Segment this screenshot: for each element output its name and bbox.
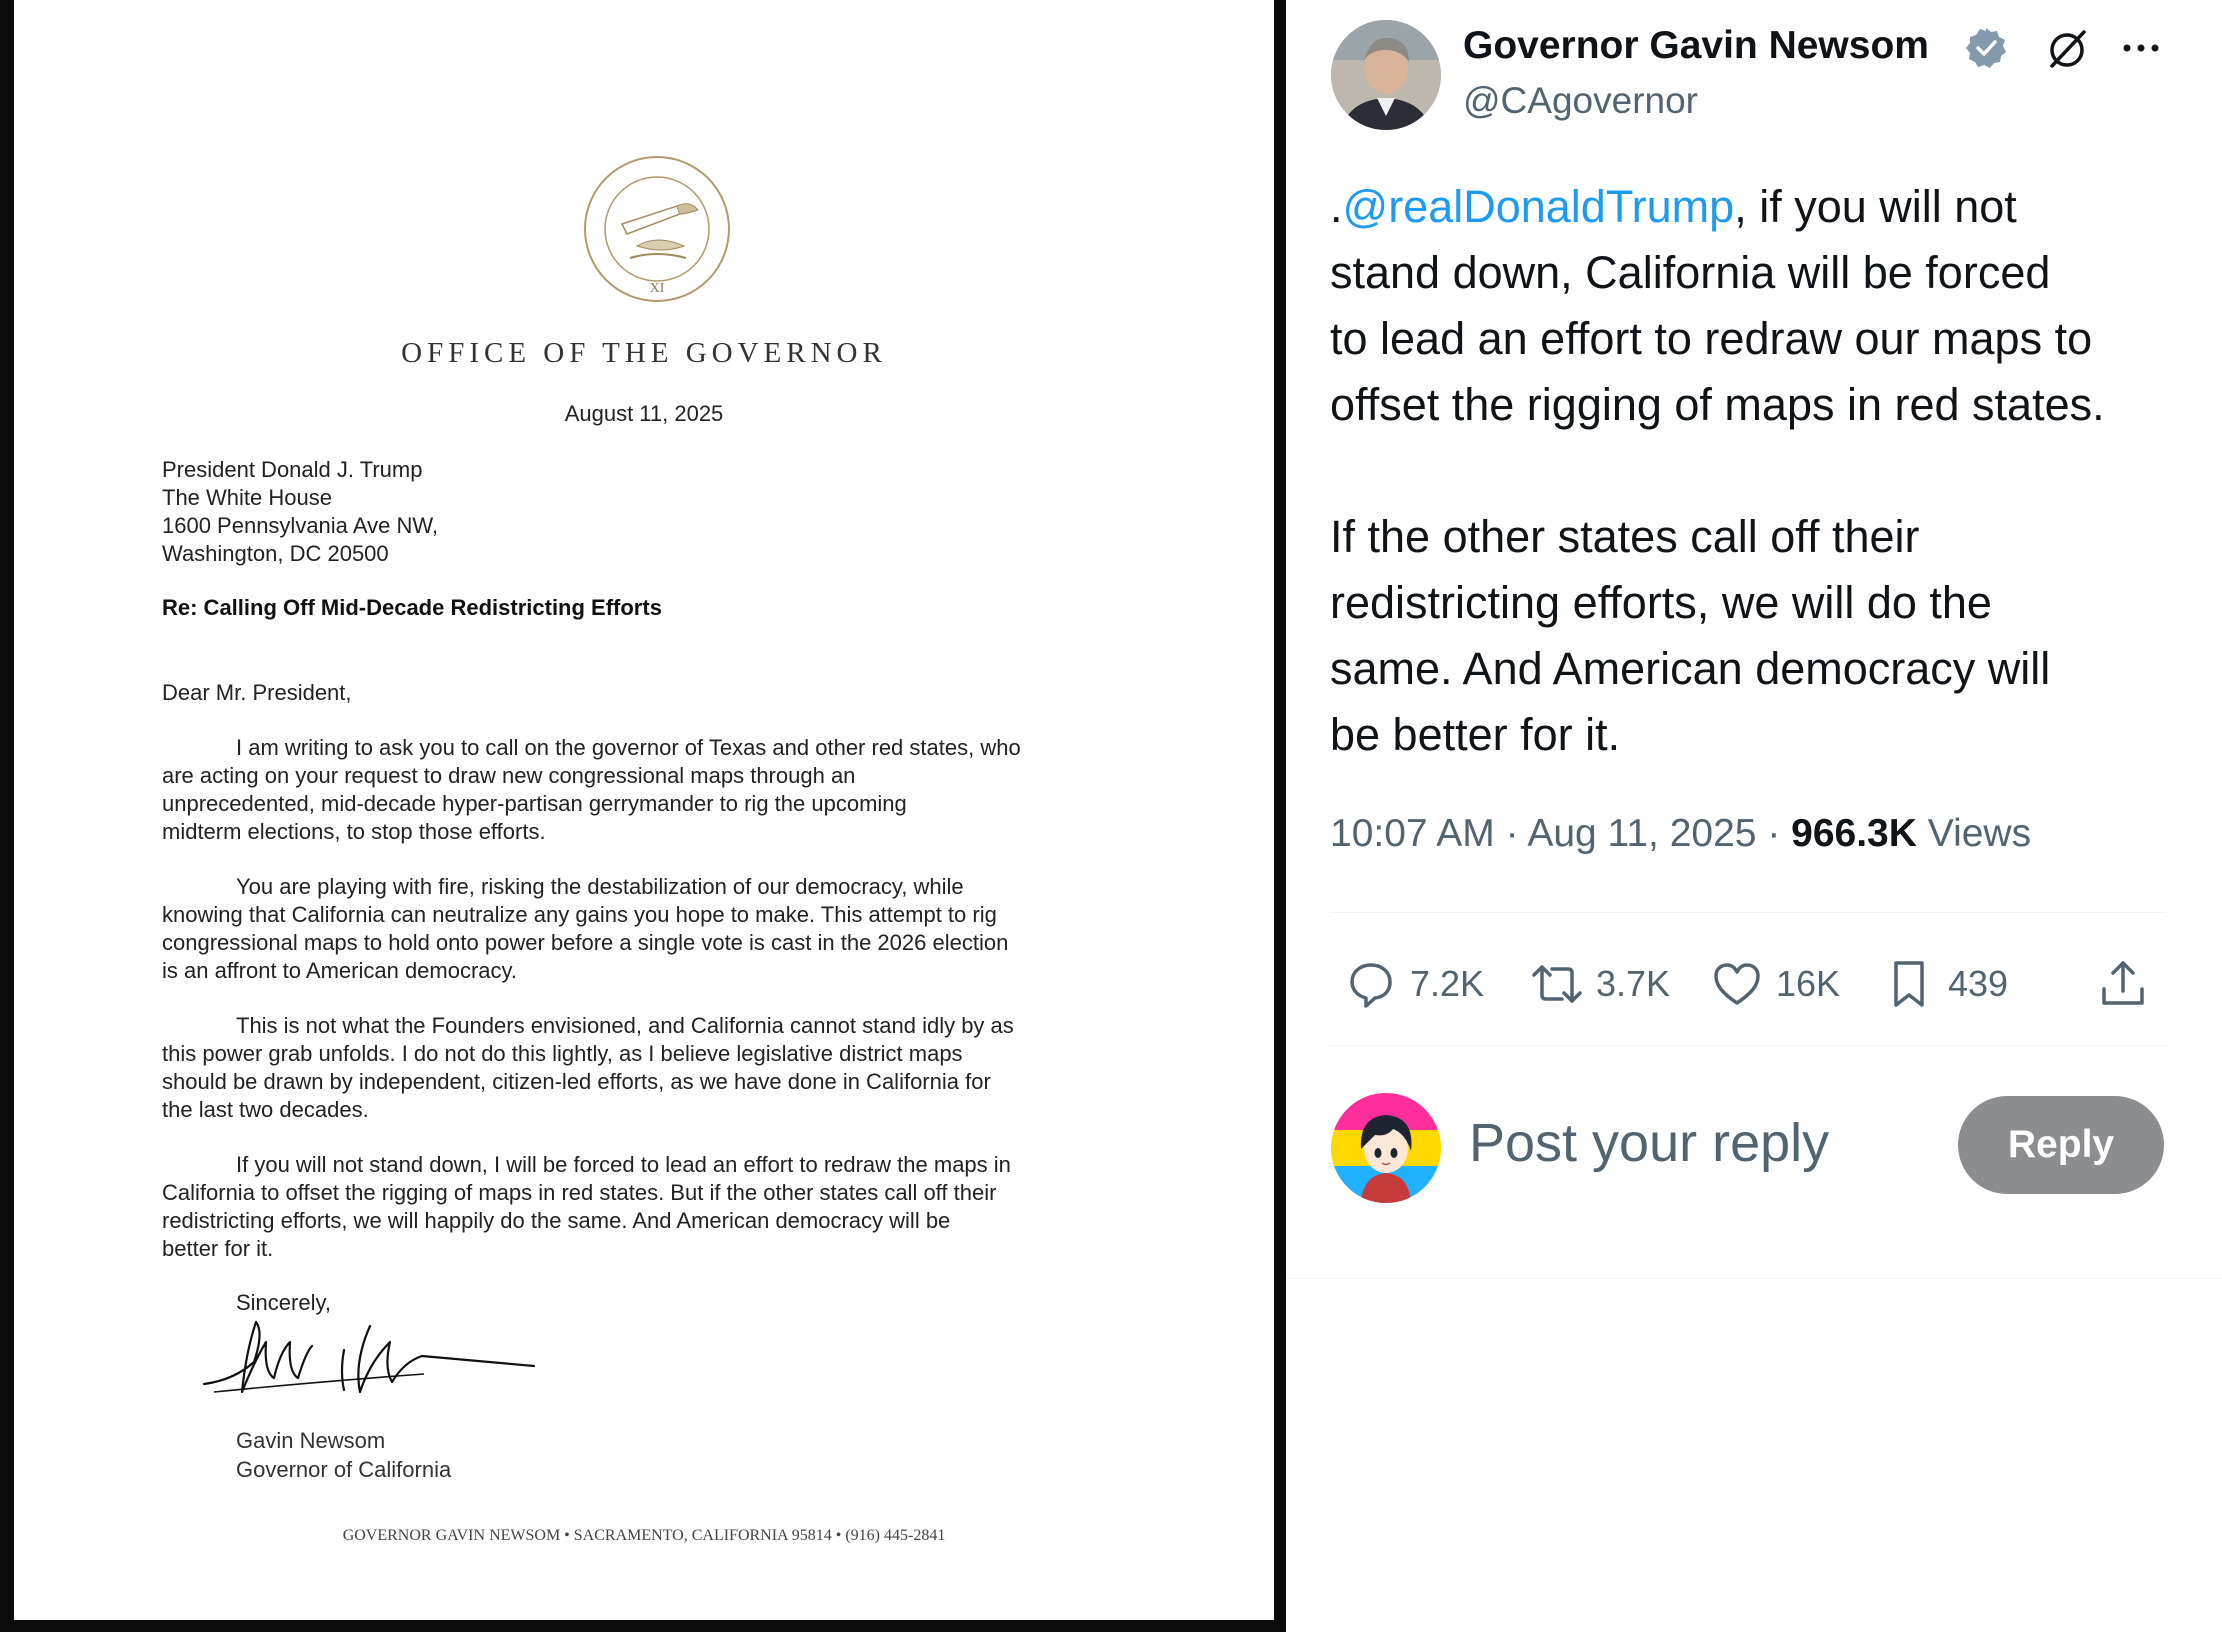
tweet-date[interactable]: Aug 11, 2025 <box>1527 812 1757 855</box>
like-count: 16K <box>1776 963 1841 1004</box>
tweet-panel <box>1286 0 2222 1632</box>
letter-paragraph <box>162 734 1021 846</box>
paragraph-line: congressional maps to hold onto power before a single vote is cast in the 2026 election <box>162 930 1009 955</box>
paragraph-line: better for it. <box>162 1236 274 1261</box>
repost-action[interactable] <box>1530 954 1670 1014</box>
paragraph-line: the last two decades. <box>162 1097 369 1122</box>
grok-icon[interactable] <box>2044 26 2090 72</box>
svg-text:XI: XI <box>649 281 665 296</box>
repost-count: 3.7K <box>1596 963 1671 1004</box>
letter-footer: GOVERNOR GAVIN NEWSOM • SACRAMENTO, CALIFORNIA 95814 • (916) 445-2841 <box>342 1527 946 1544</box>
author-photo-icon <box>1331 20 1441 130</box>
author-name[interactable]: Governor Gavin Newsom <box>1463 24 1929 67</box>
paragraph-line: should be drawn by independent, citizen-led efforts, as we have done in California for <box>162 1069 991 1094</box>
text-prefix: . <box>1330 181 1343 232</box>
paragraph-line: If you will not stand down, I will be forced to lead an effort to redraw the maps in <box>236 1152 1011 1177</box>
paragraph-line: California to offset the rigging of maps in red states. But if the other states call off their <box>162 1180 997 1205</box>
paragraph-line: midterm elections, to stop those efforts. <box>162 819 546 844</box>
tweet-time[interactable]: 10:07 AM <box>1330 812 1495 855</box>
letter-paragraph <box>162 1151 1011 1263</box>
signer-name: Gavin Newsom <box>236 1428 386 1453</box>
tweet-text <box>1330 174 2105 768</box>
office-title: OFFICE OF THE GOVERNOR <box>401 337 887 369</box>
bottom-border <box>0 1620 1320 1632</box>
divider <box>1286 1278 2222 1279</box>
divider <box>1330 912 2166 913</box>
paragraph-line: I am writing to ask you to call on the governor of Texas and other red states, who <box>236 735 1021 760</box>
paragraph-gap <box>1330 438 2105 504</box>
bookmark-action[interactable] <box>1882 954 2008 1014</box>
paragraph-line: This is not what the Founders envisioned, and California cannot stand idly by as <box>236 1013 1014 1038</box>
user-avatar[interactable] <box>1331 1093 1441 1203</box>
divider <box>1330 1045 2166 1046</box>
bookmark-icon <box>1882 957 1936 1011</box>
tweet-line: redistricting efforts, we will do the <box>1330 577 1992 628</box>
repost-icon <box>1530 957 1584 1011</box>
tweet-line: same. And American democracy will <box>1330 643 2051 694</box>
paragraph-line: this power grab unfolds. I do not do this lightly, as I believe legislative district maps <box>162 1041 963 1066</box>
letter-paragraph <box>162 1012 1014 1124</box>
letter-date: August 11, 2025 <box>564 401 724 426</box>
tweet-line: stand down, California will be forced <box>1330 247 2051 298</box>
more-options-icon[interactable] <box>2116 30 2166 66</box>
views-count: 966.3K <box>1791 812 1917 855</box>
paragraph-line: are acting on your request to draw new congressional maps through an <box>162 763 856 788</box>
tweet-line: to lead an effort to redraw our maps to <box>1330 313 2093 364</box>
anime-avatar-icon <box>1331 1093 1441 1203</box>
views-label: Views <box>1927 812 2032 855</box>
text-fragment: , if you will not <box>1734 181 2017 232</box>
letter-subject: Re: Calling Off Mid-Decade Redistricting Efforts <box>162 595 662 620</box>
reply-button[interactable]: Reply <box>1958 1096 2164 1194</box>
closing: Sincerely, <box>236 1290 331 1315</box>
signer-title: Governor of California <box>236 1457 452 1482</box>
salutation: Dear Mr. President, <box>162 680 352 705</box>
paragraph-line: redistricting efforts, we will happily do the same. And American democracy will be <box>162 1208 951 1233</box>
reply-action[interactable] <box>1344 954 1484 1014</box>
tweet-line <box>1330 174 2105 240</box>
author-avatar[interactable] <box>1331 20 1441 130</box>
panel-divider <box>1274 0 1286 1632</box>
address-line: Washington, DC 20500 <box>162 541 389 566</box>
signature-icon <box>194 1312 544 1422</box>
recipient-address <box>162 456 438 568</box>
share-action[interactable] <box>2096 954 2162 1014</box>
verified-badge-icon <box>1964 26 2008 70</box>
letter-paragraph <box>162 873 1008 985</box>
reply-icon <box>1344 957 1398 1011</box>
bookmark-count: 439 <box>1948 963 2009 1004</box>
signer-block <box>236 1426 451 1484</box>
address-line: 1600 Pennsylvania Ave NW, <box>162 513 438 538</box>
tweet-line: offset the rigging of maps in red states. <box>1330 379 2105 430</box>
author-handle[interactable]: @CAgovernor <box>1463 80 1698 121</box>
paragraph-line: is an affront to American democracy. <box>162 958 518 983</box>
paragraph-line: unprecedented, mid-decade hyper-partisan gerrymander to rig the upcoming <box>162 791 907 816</box>
tweet-meta <box>1330 812 2031 856</box>
mention-link[interactable]: @realDonaldTrump <box>1342 181 1735 232</box>
tweet-line: be better for it. <box>1330 709 1621 760</box>
meta-separator: · <box>1767 812 1781 855</box>
address-line: The White House <box>162 485 332 510</box>
paragraph-line: You are playing with fire, risking the destabilization of our democracy, while <box>236 874 964 899</box>
state-seal-icon <box>582 154 732 304</box>
address-line: President Donald J. Trump <box>162 457 423 482</box>
meta-separator: · <box>1505 812 1519 855</box>
share-icon <box>2096 957 2150 1011</box>
paragraph-line: knowing that California can neutralize any gains you hope to make. This attempt to rig <box>162 902 997 927</box>
tweet-line: If the other states call off their <box>1330 511 1920 562</box>
heart-icon <box>1710 957 1764 1011</box>
governor-letter <box>14 0 1274 1620</box>
reply-count: 7.2K <box>1410 963 1485 1004</box>
reply-input[interactable]: Post your reply <box>1469 1113 1830 1173</box>
action-bar <box>1344 954 2164 1014</box>
like-action[interactable] <box>1710 954 1840 1014</box>
